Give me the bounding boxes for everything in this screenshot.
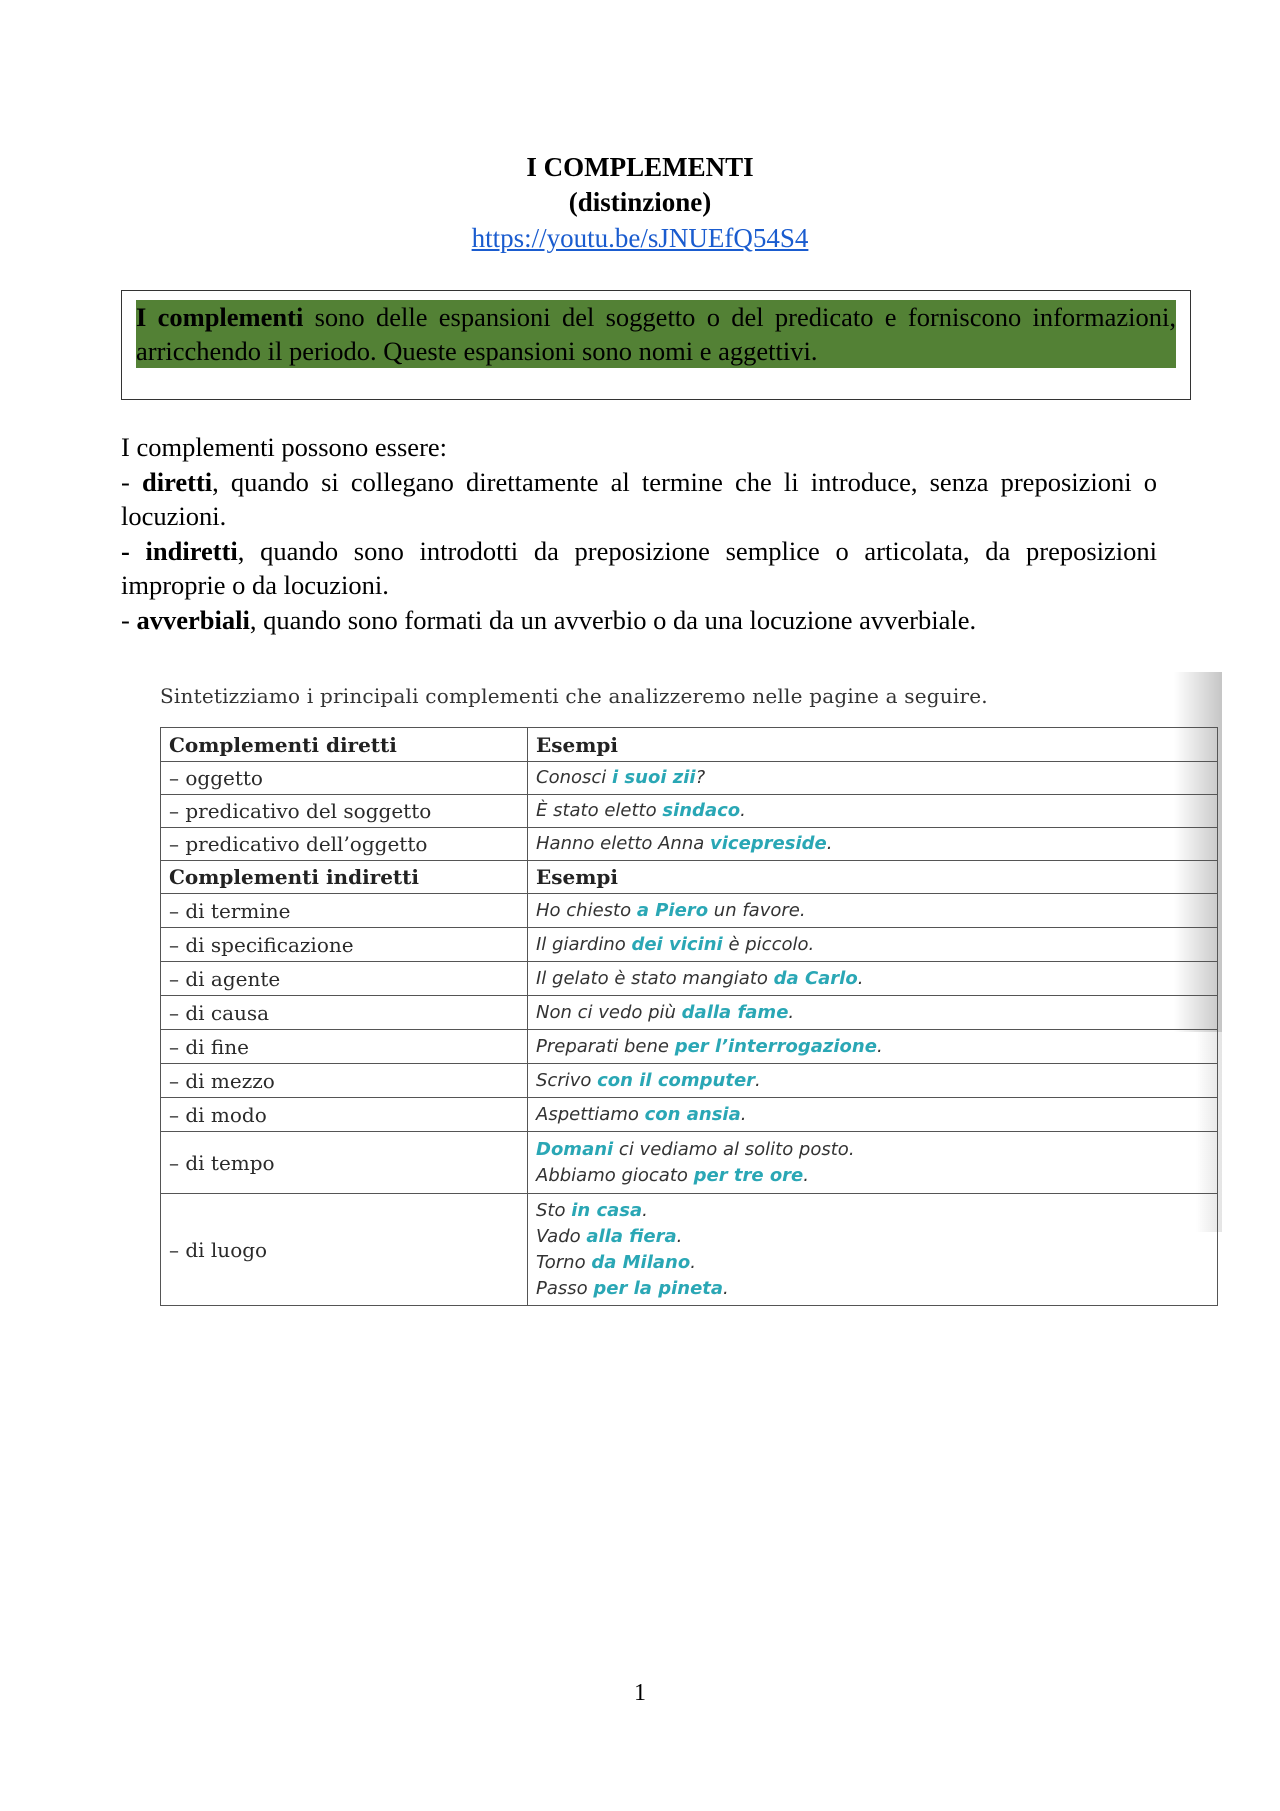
complement-example [528,928,1218,962]
complement-label: – di specificazione [161,928,528,962]
definition-box [121,290,1191,400]
example-text: Scrivo [536,1069,598,1091]
table-row [161,1030,1218,1064]
example-text: . [690,1251,696,1273]
example-highlight: da Carlo [773,967,858,989]
intro-item-diretti [121,465,1157,534]
table-header-row [161,861,1218,894]
example-text: . [876,1035,883,1057]
example-text: . [740,1103,747,1125]
example-highlight: per la pineta [593,1277,724,1299]
complement-example [528,1064,1218,1098]
complement-label: – di termine [161,894,528,928]
example-text: Preparati bene [536,1035,675,1057]
table-row [161,894,1218,928]
desc-avverbiali: , quando sono formati da un avverbio o da una locuzione avverbiale. [249,604,977,635]
example-highlight: con il computer [597,1069,756,1091]
table-row [161,1132,1218,1194]
example-text: Hanno eletto Anna [536,833,710,854]
term-avverbiali: avverbiali [136,604,250,635]
complement-label: – di mezzo [161,1064,528,1098]
column-header-esempi: Esempi [528,861,1218,894]
example-highlight: sindaco [662,800,741,821]
example-highlight: dei vicini [631,933,723,955]
desc-indiretti: , quando sono introdotti da preposizione semplice o articolata, da preposizioni improprie o da locuzioni. [121,535,1157,600]
table-row [161,1098,1218,1132]
column-header-esempi: Esempi [528,728,1218,762]
complement-label: – predicativo del soggetto [161,795,528,828]
example-highlight: Domani [536,1138,614,1160]
example-text: Aspettiamo [536,1103,645,1125]
example-text: . [857,967,864,989]
example-text: Sto [536,1199,572,1221]
complement-example [528,894,1218,928]
example-highlight: con ansia [644,1103,741,1125]
complement-label: – oggetto [161,762,528,795]
example-text: Abbiamo giocato [536,1164,694,1186]
complement-example [528,1098,1218,1132]
example-text: un favore. [708,899,806,921]
intro-lead: I complementi possono essere: [121,432,448,462]
example-text: . [826,833,833,854]
video-link[interactable]: https://youtu.be/sJNUEfQ54S4 [471,223,809,253]
intro-item-indiretti [121,534,1157,603]
bullet-dash: - [121,535,146,566]
complement-example [528,1030,1218,1064]
scanned-table-image [150,672,1222,1392]
term-indiretti: indiretti [145,535,238,566]
complement-example [528,996,1218,1030]
column-header: Complementi indiretti [161,861,528,894]
example-text: . [642,1199,648,1221]
example-text: ci vediamo al solito posto. [613,1138,855,1160]
example-highlight: alla fiera [586,1225,677,1247]
complement-example [528,962,1218,996]
example-highlight: dalla fame [681,1001,789,1023]
example-text: Il gelato è stato mangiato [536,967,774,989]
table-row [161,795,1218,828]
example-text: . [803,1164,810,1186]
example-text: Torno [536,1251,592,1273]
example-text: ? [695,767,706,788]
bullet-dash: - [121,466,142,497]
example-text: . [723,1277,729,1299]
example-text: . [788,1001,795,1023]
example-text: Non ci vedo più [536,1001,682,1023]
complement-example [528,1132,1218,1194]
table-row [161,1064,1218,1098]
definition-highlight [136,300,1176,368]
table-row [161,1194,1218,1306]
example-highlight: per tre ore [693,1164,804,1186]
table-row [161,762,1218,795]
complement-label: – di tempo [161,1132,528,1194]
table-row [161,928,1218,962]
complement-label: – di agente [161,962,528,996]
example-text: È stato eletto [536,800,663,821]
table-row [161,962,1218,996]
desc-diretti: , quando si collegano direttamente al termine che li introduce, senza preposizioni o locuzioni. [121,466,1158,531]
example-text: . [740,800,746,821]
example-text: è piccolo. [722,933,815,955]
bullet-dash: - [121,604,137,635]
example-highlight: a Piero [636,899,709,921]
intro-item-avverbiali [121,603,1157,638]
complement-example [528,1194,1218,1306]
example-text: Ho chiesto [536,899,637,921]
example-text: Vado [536,1225,587,1247]
complement-label: – di fine [161,1030,528,1064]
page-title: I COMPLEMENTI [526,152,754,182]
example-text: . [676,1225,683,1247]
definition-text: sono delle espansioni del soggetto o del predicato e forniscono informazioni, arricchendo il periodo. Queste espansioni sono nomi e aggettivi. [136,302,1176,366]
page-number: 1 [634,1680,646,1706]
column-header: Complementi diretti [161,728,528,762]
complement-example [528,828,1218,861]
example-text: Il giardino [536,933,632,955]
intro-section [121,430,1157,637]
page-subtitle: (distinzione) [568,187,712,217]
scan-caption: Sintetizziamo i principali complementi che analizzeremo nelle pagine a seguire. [160,684,988,708]
title-block [0,150,1280,256]
complement-label: – di causa [161,996,528,1030]
example-text: . [755,1069,761,1091]
table-header-row [161,728,1218,762]
example-highlight: vicepreside [710,833,827,854]
example-highlight: in casa [571,1199,643,1221]
example-highlight: per l’interrogazione [674,1035,877,1057]
example-text: Conosci [536,767,612,788]
example-highlight: i suoi zii [612,767,696,788]
complement-example [528,795,1218,828]
complement-label: – predicativo dell’oggetto [161,828,528,861]
term-diretti: diretti [141,466,213,497]
definition-term: I complementi [136,302,304,332]
table-row [161,996,1218,1030]
complement-label: – di luogo [161,1194,528,1306]
table-row [161,828,1218,861]
complement-label: – di modo [161,1098,528,1132]
example-highlight: da Milano [591,1251,691,1273]
example-text: Passo [536,1277,594,1299]
complement-example [528,762,1218,795]
complementi-table [160,727,1218,1306]
